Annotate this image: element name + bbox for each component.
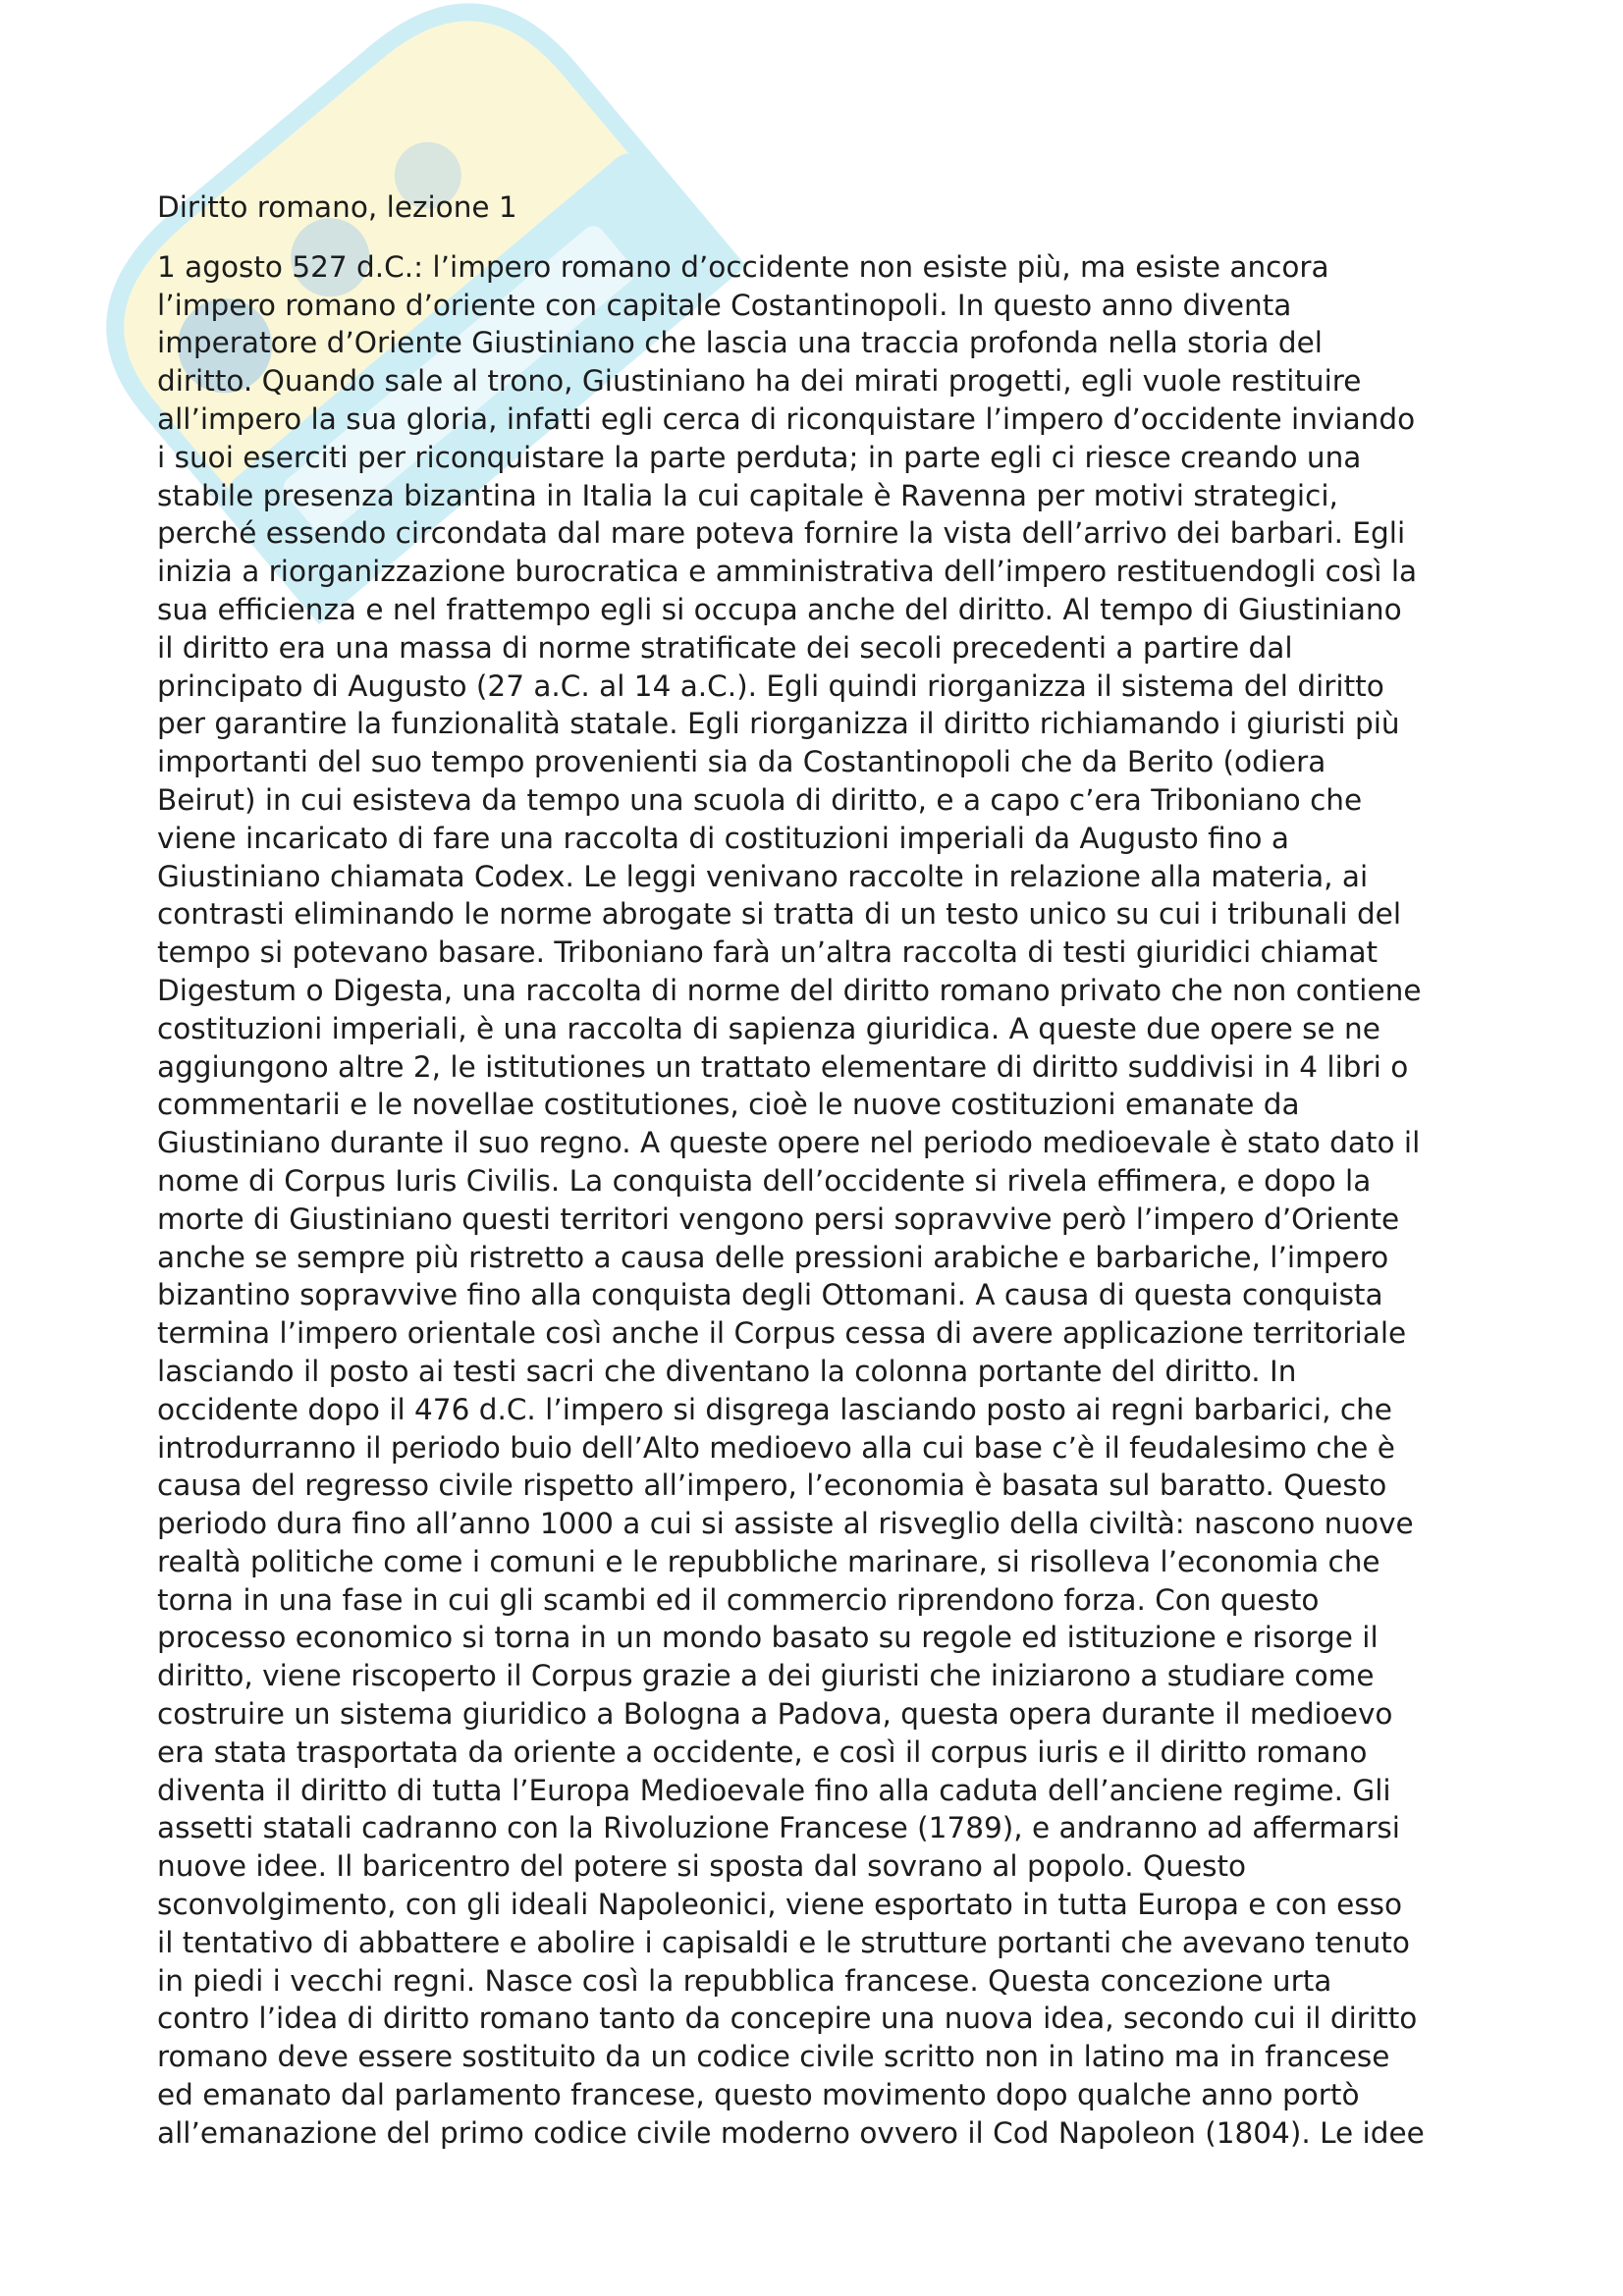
document-page [157,188,1478,2153]
page-title: Diritto romano, lezione 1 [157,190,517,224]
body-paragraph: 1 agosto 527 d.C.: l’impero romano d’occidente non esiste più, ma esiste ancora l’impero romano d’oriente con capitale Costantinopoli. In questo anno diventa imperatore d’Oriente Giustiniano che lascia una traccia profonda nella storia del diritto. Quando sale al trono, Giustiniano ha dei mirati progetti, egli vuole restituire all’impero la sua gloria, infatti egli cerca di riconquistare l’impero d’occidente inviando i suoi eserciti per riconquistare la parte perduta; in parte egli ci riesce creando una stabile presenza bizantina in Italia la cui capitale è Ravenna per motivi strategici, perché essendo circondata dal mare poteva fornire la vista dell’arrivo dei barbari. Egli inizia a riorganizzazione burocratica e amministrativa dell’impero restituendogli così la sua efficienza e nel frattempo egli si occupa anche del diritto. Al tempo di Giustiniano il diritto era una massa di norme stratificate dei secoli precedenti a partire dal principato di Augusto (27 a.C. al 14 a.C.). Egli quindi riorganizza il sistema del diritto per garantire la funzionalità statale. Egli riorganizza il diritto richiamando i giuristi più importanti del suo tempo provenienti sia da Costantinopoli che da Berito (odiera Beirut) in cui esisteva da tempo una scuola di diritto, e a capo c’era Triboniano che viene incaricato di fare una raccolta di costituzioni imperiali da Augusto fino a Giustiniano chiamata Codex. Le leggi venivano raccolte in relazione alla materia, ai contrasti eliminando le norme abrogate si tratta di un testo unico su cui i tribunali del tempo si potevano basare. Triboniano farà un’altra raccolta di testi giuridici chiamat Digestum o Digesta, una raccolta di norme del diritto romano privato che non contiene costituzioni imperiali, è una raccolta di sapienza giuridica. A queste due opere se ne aggiungono altre 2, le istitutiones un trattato elementare di diritto suddivisi in 4 libri o commentarii e le novellae costitutiones, cioè le nuove costituzioni emanate da Giustiniano durante il suo regno. A queste opere nel periodo medioevale è stato dato il nome di Corpus Iuris Civilis. La conquista dell’occidente si rivela effimera, e dopo la morte di Giustiniano questi territori vengono persi sopravvive però l’impero d’Oriente anche se sempre più ristretto a causa delle pressioni arabiche e barbariche, l’impero bizantino sopravvive fino alla conquista degli Ottomani. A causa di questa conquista termina l’impero orientale così anche il Corpus cessa di avere applicazione territoriale lasciando il posto ai testi sacri che diventano la colonna portante del diritto. In occidente dopo il 476 d.C. l’impero si disgrega lasciando posto ai regni barbarici, che introdurranno il periodo buio dell’Alto medioevo alla cui base c’è il feudalesimo che è causa del regresso civile rispetto all’impero, l’economia è basata sul baratto. Questo periodo dura fino all’anno 1000 a cui si assiste al risveglio della civiltà: nascono nuove realtà politiche come i comuni e le repubbliche marinare, si risolleva l’economia che torna in una fase in cui gli scambi ed il commercio riprendono forza. Con questo processo economico si torna in un mondo basato su regole ed istituzione e risorge il diritto, viene riscoperto il Corpus grazie a dei giuristi che iniziarono a studiare come costruire un sistema giuridico a Bologna a Padova, questa opera durante il medioevo era stata trasportata da oriente a occidente, e così il corpus iuris e il diritto romano diventa il diritto di tutta l’Europa Medioevale fino alla caduta dell’anciene regime. Gli assetti statali cadranno con la Rivoluzione Francese (1789), e andranno ad affermarsi nuove idee. Il baricentro del potere si sposta dal sovrano al popolo. Questo sconvolgimento, con gli ideali Napoleonici, viene esportato in tutta Europa e con esso il tentativo di abbattere e abolire i capisaldi e le strutture portanti che avevano tenuto in piedi i vecchi regni. Nasce così la repubblica francese. Questa concezione urta contro l’idea di diritto romano tanto da concepire una nuova idea, secondo cui il diritto romano deve essere sostituito da un codice civile scritto non in latino ma in francese ed emanato dal parlamento francese, questo movimento dopo qualche anno portò all’emanazione del primo codice civile moderno ovvero il Cod Napoleon (1804). Le idee [157,249,1425,2150]
